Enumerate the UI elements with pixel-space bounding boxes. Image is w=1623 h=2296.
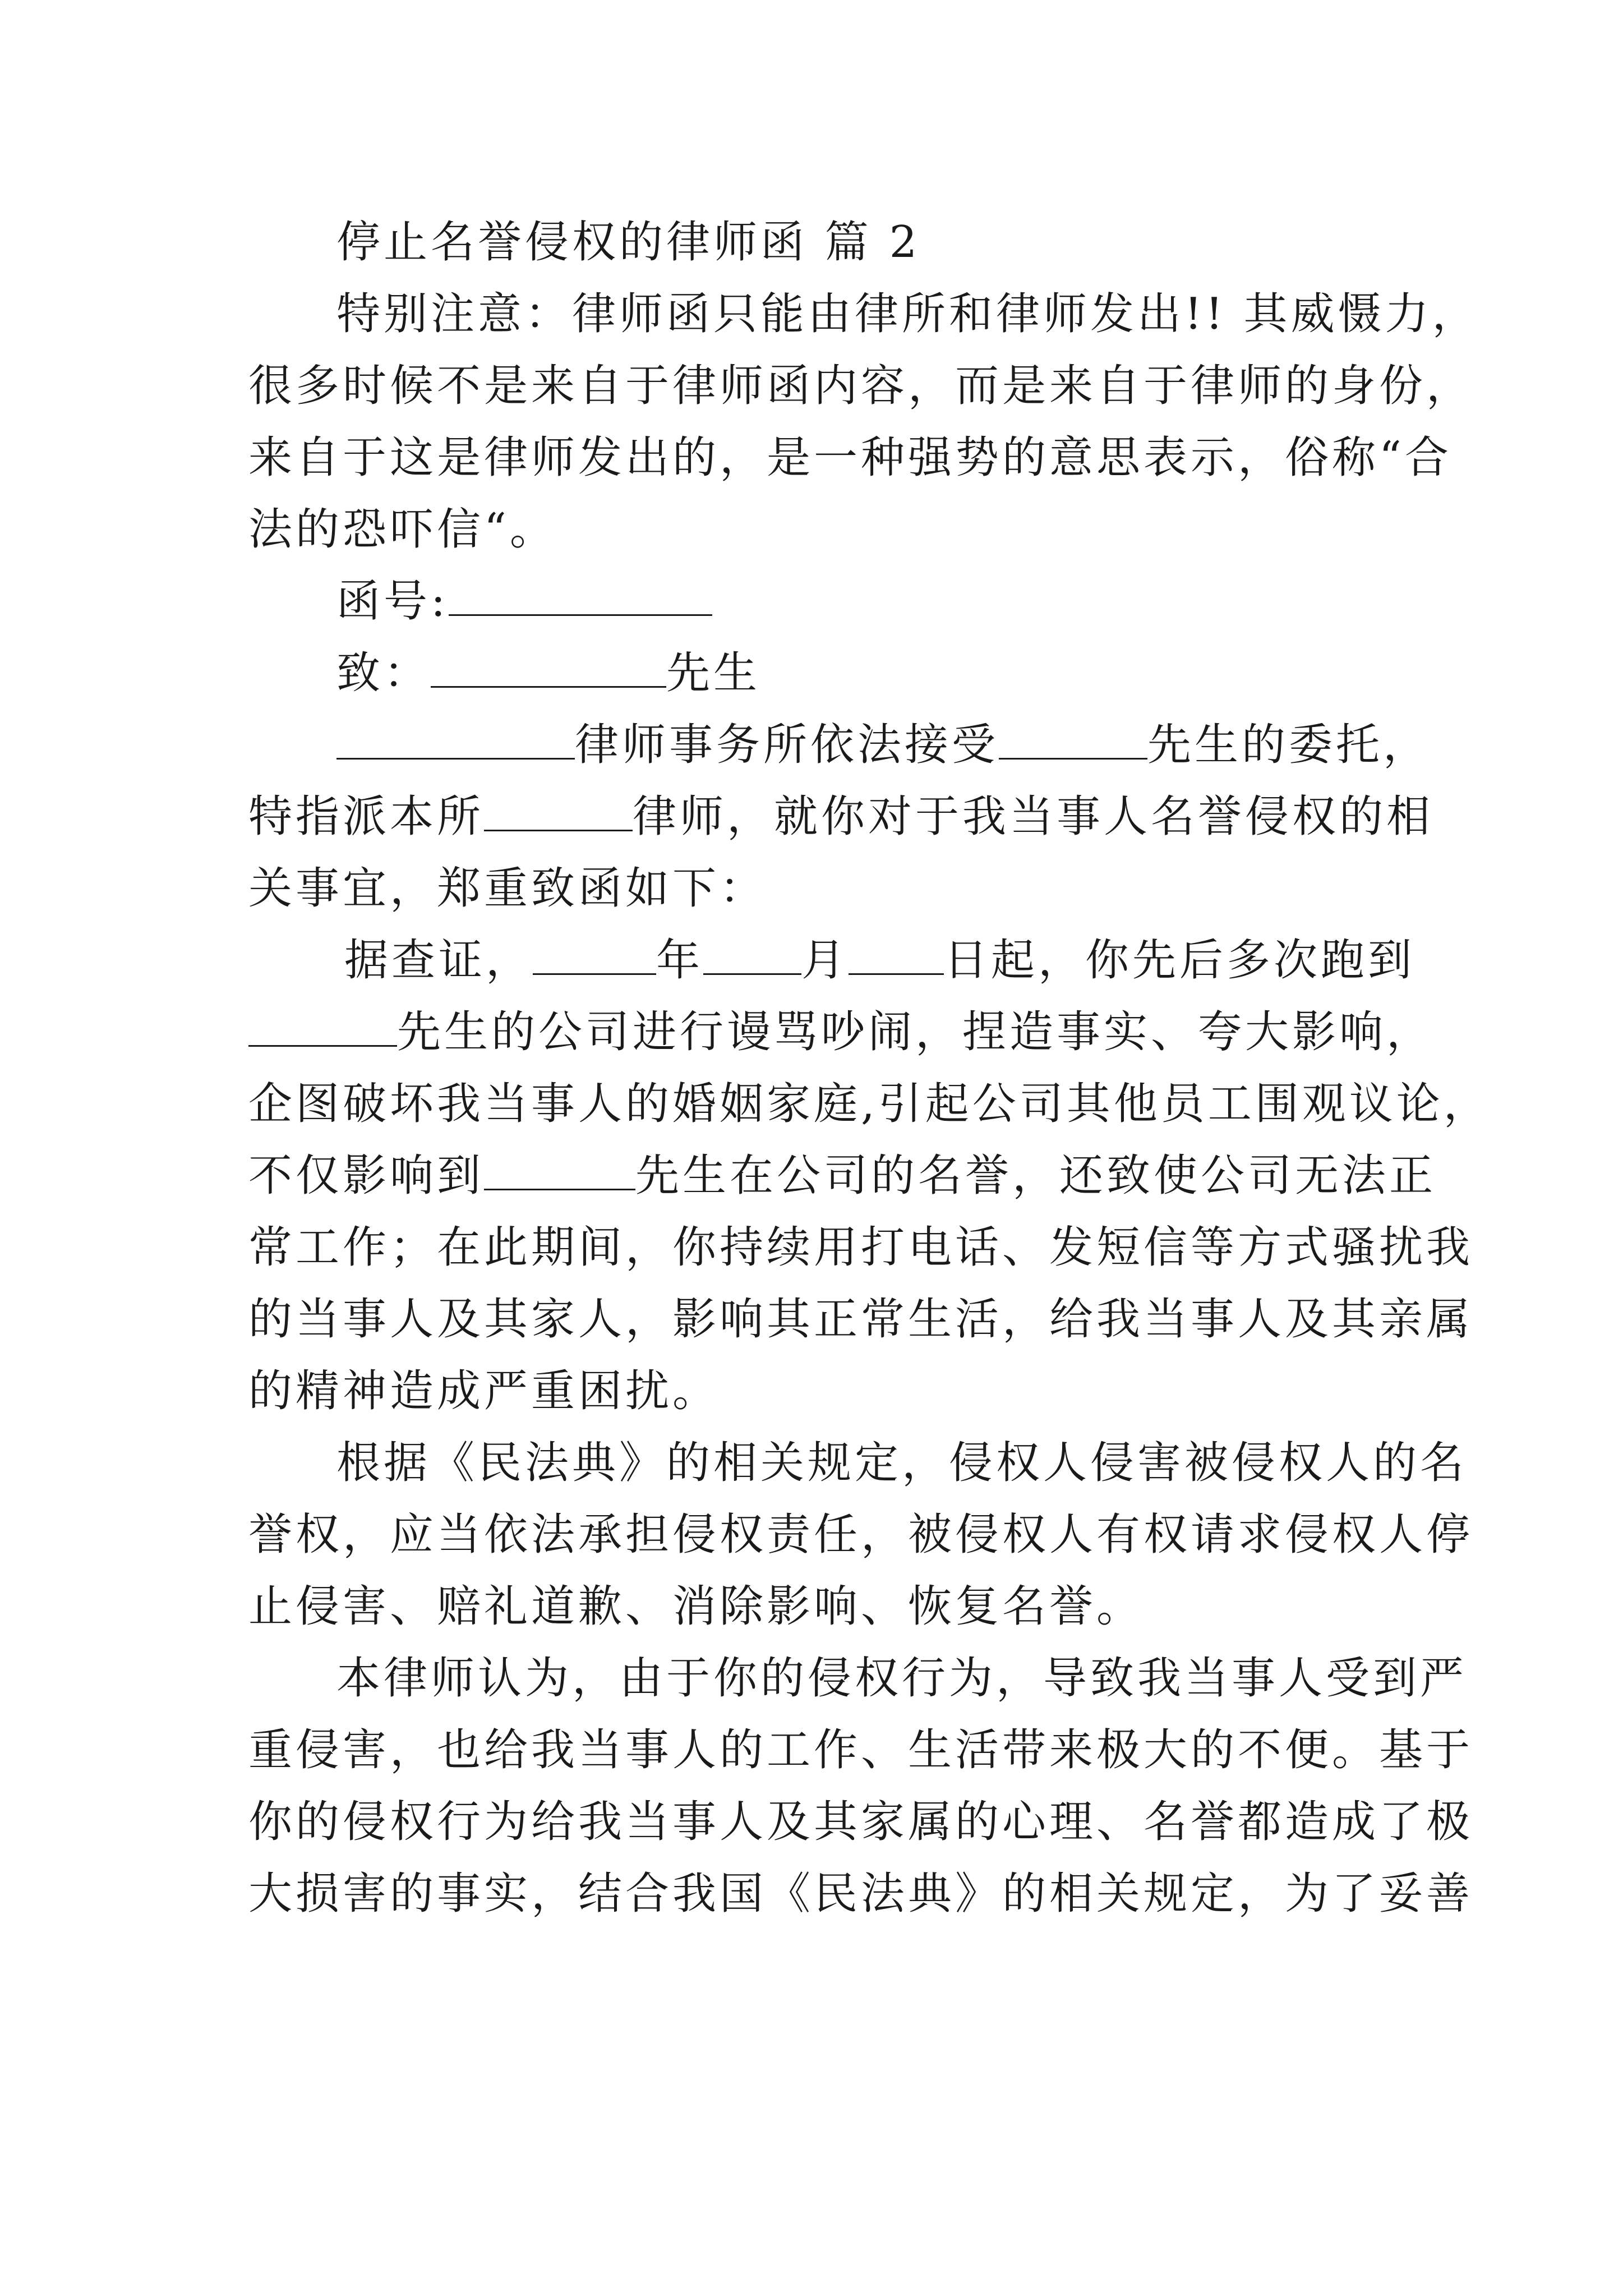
para2-text-e: 先生在公司的名誉，还致使公司无法正 [635, 1151, 1437, 1201]
para2-text-b: 日起，你先后多次跑到 [944, 935, 1415, 986]
notice-line-3: 来自于这是律师发出的，是一种强势的意思表示，俗称“合 [248, 432, 1452, 483]
para2-line-5: 常工作；在此期间，你持续用打电话、发短信等方式骚扰我 [248, 1222, 1474, 1273]
para4-line-1: 本律师认为，由于你的侵权行为，导致我当事人受到严 [336, 1653, 1468, 1704]
recipient-name-blank [431, 650, 666, 688]
para3-line-1: 根据《民法典》的相关规定，侵权人侵害被侵权人的名 [336, 1438, 1468, 1488]
client-name-blank-3 [484, 1153, 635, 1190]
para2-text-c: 先生的公司进行谩骂吵闹，捏造事实、夸大影响， [397, 1007, 1434, 1057]
para1-text-a: 律师事务所依法接受 [575, 720, 999, 770]
lawyer-name-blank [484, 794, 633, 831]
para2-line-4 [248, 1148, 1437, 1204]
letter-number-label: 函号: [336, 576, 449, 627]
letter-number-line [336, 573, 1391, 629]
notice-line-2: 很多时候不是来自于律师函内容，而是来自于律师的身份， [248, 361, 1474, 411]
recipient-line [336, 645, 1391, 701]
para1-line-1 [336, 717, 1431, 773]
para2-line-2 [248, 1004, 1434, 1060]
para2-line-6: 的当事人及其家人，影响其正常生活，给我当事人及其亲属 [248, 1294, 1474, 1345]
para4-line-3: 你的侵权行为给我当事人及其家属的心理、名誉都造成了极 [248, 1797, 1474, 1847]
para1-text-d: 律师，就你对于我当事人名誉侵权的相 [633, 792, 1434, 842]
month-blank [703, 937, 801, 975]
document-title: 停止名誉侵权的律师函 篇 2 [336, 217, 921, 268]
para2-line-3: 企图破坏我当事人的婚姻家庭,引起公司其他员工围观议论， [248, 1079, 1491, 1129]
para3-line-3: 止侵害、赔礼道歉、消除影响、恢复名誉。 [248, 1581, 1144, 1632]
day-blank [849, 937, 944, 975]
year-label: 年 [656, 935, 704, 986]
notice-line-4: 法的恐吓信“。 [248, 504, 557, 555]
recipient-suffix: 先生 [666, 648, 761, 698]
para4-line-4: 大损害的事实，结合我国《民法典》的相关规定，为了妥善 [248, 1869, 1474, 1919]
para3-line-2: 誉权，应当依法承担侵权责任，被侵权人有权请求侵权人停 [248, 1510, 1474, 1560]
client-name-blank-2 [248, 1009, 397, 1047]
para1-text-c: 特指派本所 [248, 792, 485, 842]
para2-line-7: 的精神造成严重困扰。 [248, 1366, 720, 1416]
notice-line-1: 特别注意：律师函只能由律所和律师发出!! 其威慑力， [336, 289, 1479, 339]
month-label: 月 [801, 935, 849, 986]
law-firm-blank [336, 722, 575, 760]
para1-line-3: 关事宜，郑重致函如下： [248, 863, 767, 914]
year-blank [533, 937, 656, 975]
para2-text-a: 据查证， [344, 935, 533, 986]
para2-text-d: 不仅影响到 [248, 1151, 485, 1201]
para1-line-2 [248, 789, 1434, 845]
para4-line-2: 重侵害，也给我当事人的工作、生活带来极大的不便。基于 [248, 1725, 1474, 1775]
recipient-label: 致： [336, 648, 431, 698]
para1-text-b: 先生的委托， [1147, 720, 1431, 770]
letter-number-blank [449, 578, 712, 616]
client-name-blank [999, 722, 1147, 760]
para2-line-1 [344, 932, 1415, 988]
